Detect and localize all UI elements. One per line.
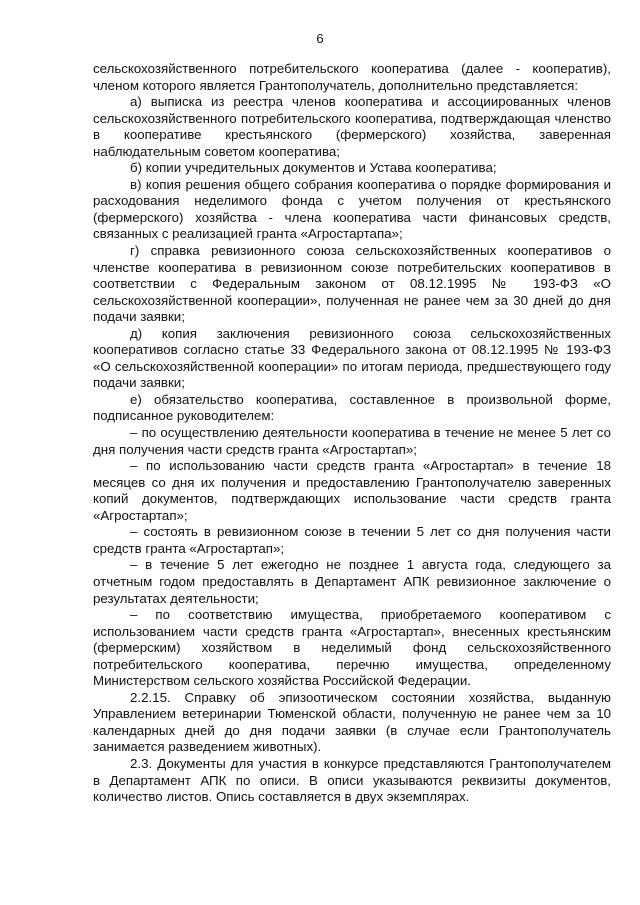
paragraph-item-a: а) выписка из реестра членов кооператива и ассоциированных членов сельскохозяйственного потребительского кооператива, подтверждающая членство в кооперативе крестьянского (фермерского) хозяйства, заверенная наблюдательным советом кооператива; xyxy=(93,94,611,159)
obligation-item: – по осуществлению деятельности кооператива в течение не менее 5 лет со дня получения части средств гранта «Агростартап»; xyxy=(93,425,611,457)
obligation-item: – состоять в ревизионном союзе в течении 5 лет со дня получения части средств гранта «Агростартап»; xyxy=(93,524,611,556)
document-body xyxy=(93,61,611,806)
obligation-item: – в течение 5 лет ежегодно не позднее 1 августа года, следующего за отчетным годом предоставлять в Департамент АПК ревизионное заключение о результатах деятельности; xyxy=(93,557,611,606)
paragraph-item-b: б) копии учредительных документов и Устава кооператива; xyxy=(130,160,497,176)
paragraph-2-2-15: 2.2.15. Справку об эпизоотическом состоянии хозяйства, выданную Управлением ветеринарии Тюменской области, полученную не ранее чем за 10 календарных дней до дня подачи заявки (в случае если Грантополучатель занимается разведением животных). xyxy=(93,689,611,755)
obligation-item: – по использованию части средств гранта «Агростартап» в течение 18 месяцев со дня их получения и предоставлению Грантополучателю заверенных копий документов, подтверждающих использование части средств гранта «Агростартап»; xyxy=(93,458,611,523)
paragraph-item-e: е) обязательство кооператива, составленное в произвольной форме, подписанное руководителем: xyxy=(93,391,611,424)
paragraph-intro: сельскохозяйственного потребительского кооператива (далее - кооператив), членом которого является Грантополучатель, дополнительно представляется: xyxy=(93,61,611,93)
paragraph-2-3: 2.3. Документы для участия в конкурсе представляются Грантополучателем в Департамент АПК по описи. В описи указываются реквизиты документов, количество листов. Опись составляется в двух экземплярах. xyxy=(93,755,611,805)
paragraph-item-g: г) справка ревизионного союза сельскохозяйственных кооперативов о членстве кооператива в ревизионном союзе потребительских кооперативов в соответствии с Федеральным законом от 08.12.1995 № 193-ФЗ «О сельскохозяйственной кооперации», полученная не ранее чем за 30 дней до дня подачи заявки; xyxy=(93,243,611,325)
obligation-item: – по соответствию имущества, приобретаемого кооперативом с использованием части средств гранта «Агростартап», внесенных крестьянским (фермерским) хозяйством в неделимый фонд сельскохозяйственного потребительского кооператива, перечню имущества, определенному Министерством сельского хозяйства Российской Федерации. xyxy=(93,607,611,689)
page-number: 6 xyxy=(316,31,324,46)
paragraph-item-v: в) копия решения общего собрания кооператива о порядке формирования и расходования неделимого фонда с учетом получения от крестьянского (фермерского) хозяйства - члена кооператива части финансовых средств, связанных с реализацией гранта «Агростартапа»; xyxy=(93,176,611,242)
paragraph-item-d: д) копия заключения ревизионного союза сельскохозяйственных кооперативов согласно статье 33 Федерального закона от 08.12.1995 № 193-ФЗ «О сельскохозяйственной кооперации» по итогам периода, предшествующего году подачи заявки; xyxy=(93,325,611,391)
